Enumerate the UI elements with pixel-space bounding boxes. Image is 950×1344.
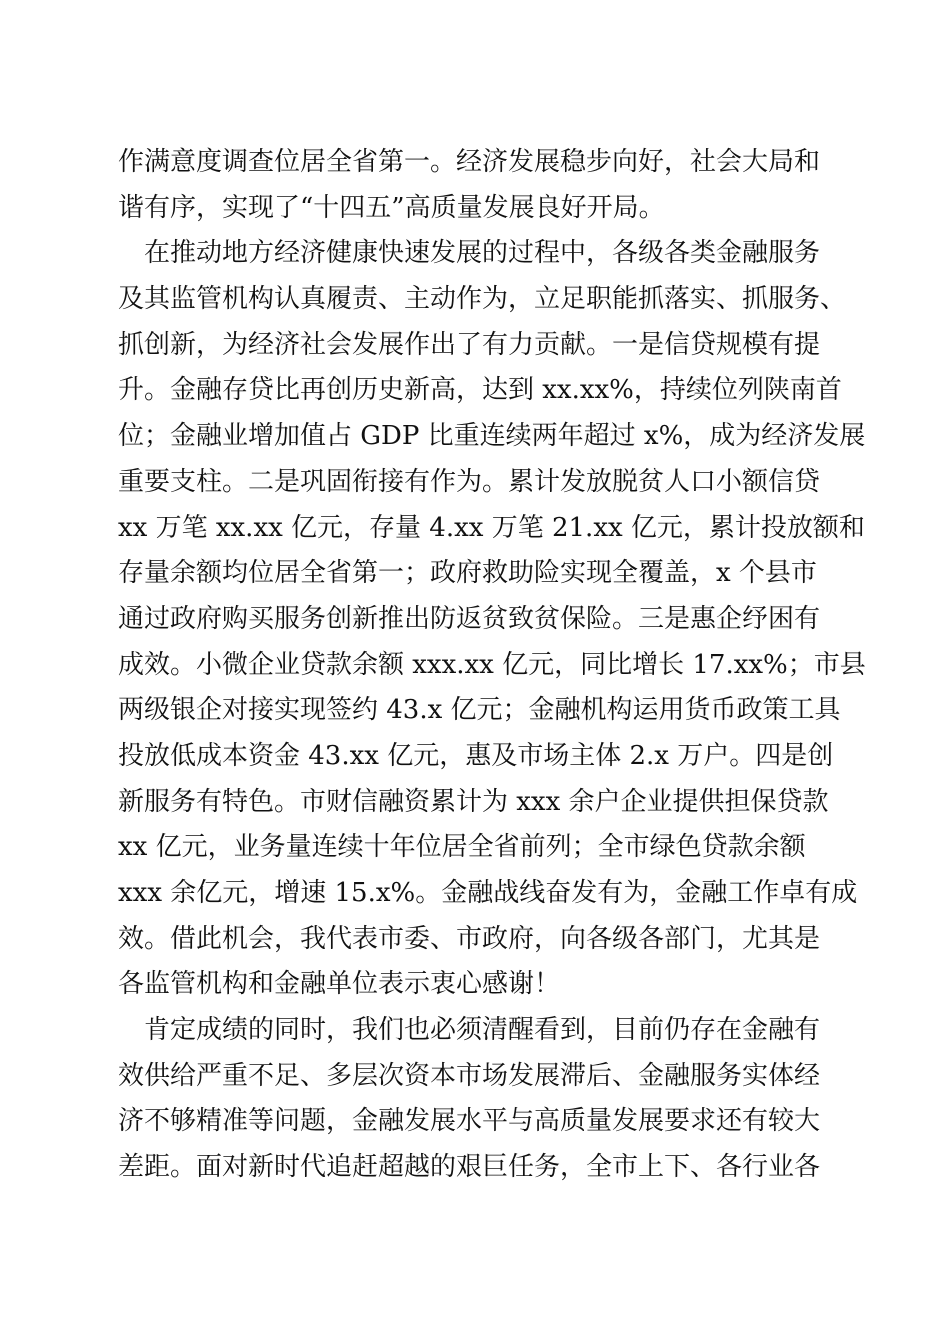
text-line: 新服务有特色。市财信融资累计为 xxx 余户企业提供担保贷款 [118,786,829,817]
text-line: 重要支柱。二是巩固衔接有作为。累计发放脱贫人口小额信贷 [118,466,821,497]
text-line: 成效。小微企业贷款余额 xxx.xx 亿元，同比增长 17.xx%；市县 [118,649,866,680]
text-line: 通过政府购买服务创新推出防返贫致贫保险。三是惠企纾困有 [118,603,821,634]
text-line: 两级银企对接实现签约 43.x 亿元；金融机构运用货币政策工具 [118,695,841,726]
text-line: 投放低成本资金 43.xx 亿元，惠及市场主体 2.x 万户。四是创 [118,740,834,771]
text-line: 升。金融存贷比再创历史新高，达到 xx.xx%，持续位列陕南首 [118,375,842,406]
text-line: xx 万笔 xx.xx 亿元，存量 4.xx 万笔 21.xx 亿元，累计投放额和 [118,512,865,543]
text-line: 各监管机构和金融单位表示衷心感谢！ [118,969,561,1000]
text-line: 作满意度调查位居全省第一。经济发展稳步向好，社会大局和 [118,147,821,177]
text-line: 效。借此机会，我代表市委、市政府，向各级各部门，尤其是 [118,923,821,954]
text-line: 位；金融业增加值占 GDP 比重连续两年超过 x%，成为经济发展 [118,421,866,452]
text-line: 差距。面对新时代追赶超越的艰巨任务，全市上下、各行业各 [118,1152,821,1183]
text-line: 济不够精准等问题，金融发展水平与高质量发展要求还有较大 [118,1106,821,1137]
text-line: xxx 余亿元，增速 15.x%。金融战线奋发有为，金融工作卓有成 [118,878,858,908]
paragraph-start-line: 在推动地方经济健康快速发展的过程中，各级各类金融服务 [118,238,821,269]
document-body [118,140,866,1191]
text-line: 及其监管机构认真履责、主动作为，立足职能抓落实、抓服务、 [118,284,847,315]
text-line: 谐有序，实现了“十四五”高质量发展良好开局。 [118,192,665,223]
paragraph-start-line: 肯定成绩的同时，我们也必须清醒看到，目前仍存在金融有 [118,1015,821,1046]
text-line: 效供给严重不足、多层次资本市场发展滞后、金融服务实体经 [118,1060,821,1091]
text-line: xx 亿元，业务量连续十年位居全省前列；全市绿色贷款余额 [118,832,806,863]
text-line: 抓创新，为经济社会发展作出了有力贡献。一是信贷规模有提 [118,329,821,360]
text-line: 存量余额均位居全省第一；政府救助险实现全覆盖，x 个县市 [118,558,817,589]
